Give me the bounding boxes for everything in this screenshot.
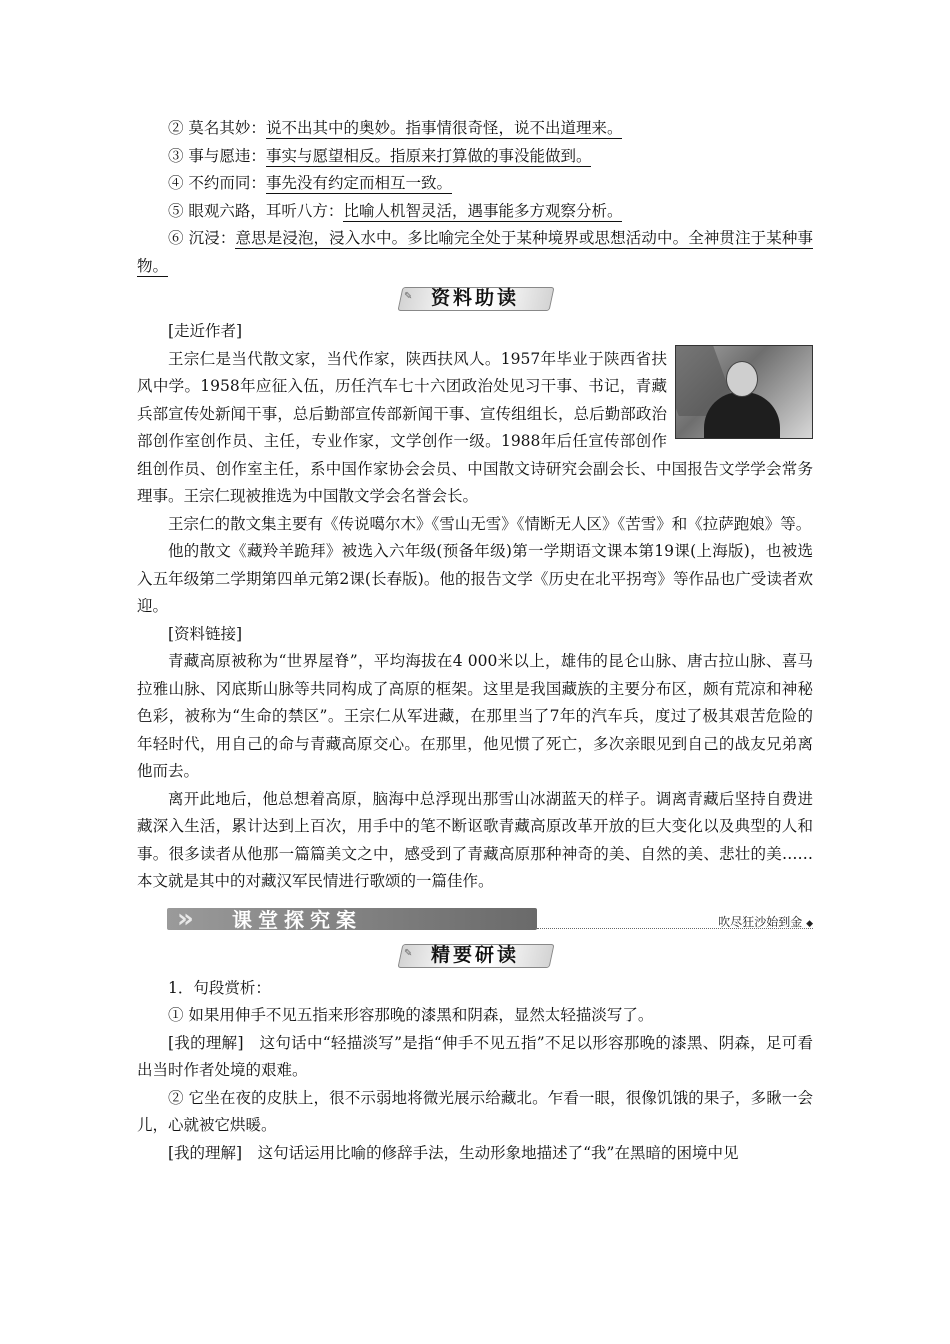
key-reading-badge: ✎ 精要研读 [137, 940, 813, 970]
vocab-item: ⑥ 沉浸：意思是浸泡，浸入水中。多比喻完全处于某种境界或思想活动中。全神贯注于某种事物。 [137, 229, 813, 275]
double-chevron-icon: » [177, 903, 188, 934]
diamond-icon: ◆ [806, 918, 813, 929]
study-heading: 1．句段赏析： [168, 978, 271, 997]
author-section-label: [走近作者] [168, 322, 243, 340]
study-sentence: ② 它坐在夜的皮肤上，很不示弱地将微光展示给藏北。乍看一眼，很像饥饿的果子，多瞅一会儿，心就被它烘暖。 [137, 1088, 813, 1134]
vocab-item: ⑤ 眼观六路，耳听八方：比喻人机智灵活，遇事能多方观察分析。 [168, 201, 623, 220]
study-understanding: [我的理解] 这句话运用比喻的修辞手法，生动形象地描述了“我”在黑暗的困境中见 [168, 1143, 739, 1162]
links-section-label: [资料链接] [168, 624, 243, 643]
banner-title: 课堂探究案 [232, 907, 362, 932]
author-photo [675, 345, 813, 439]
links-paragraph: 青藏高原被称为“世界屋脊”，平均海拔在4 000米以上，雄伟的昆仑山脉、唐古拉山脉、喜马拉雅山脉、冈底斯山脉等共同构成了高原的框架。这里是我国藏族的主要分布区，颇有荒凉和神秘色彩，被称为“生命的禁区”。王宗仁从军进藏，在那里当了7年的汽车兵，度过了极其艰苦危险的年轻时代，用自己的命与青藏高原交心。在那里，他见惯了死亡，多次亲眼见到自己的战友兄弟离他而去。 [137, 652, 813, 780]
study-understanding: [我的理解] 这句话中“轻描淡写”是指“伸手不见五指”不足以形容那晚的漆黑、阴森，足可看出当时作者处境的艰难。 [137, 1033, 813, 1079]
banner-slogan: 吹尽狂沙始到金 ◆ [718, 914, 813, 929]
vocab-item: ③ 事与愿违：事实与愿望相反。指原来打算做的事没能做到。 [168, 146, 592, 165]
links-paragraph: 离开此地后，他总想着高原，脑海中总浮现出那雪山冰湖蓝天的样子。调离青藏后坚持自费进藏深入生活，累计达到上百次，用手中的笔不断讴歌青藏高原改革开放的巨大变化以及典型的人和事。很多读者从他那一篇篇美文之中，感受到了青藏高原那种神奇的美、自然的美、悲壮的美……本文就是其中的对藏汉军民情进行歌颂的一篇佳作。 [137, 789, 813, 890]
vocab-item: ④ 不约而同：事先没有约定而相互一致。 [168, 174, 452, 192]
page-content [137, 115, 813, 1167]
classroom-banner [137, 903, 813, 934]
leaf-icon: ✎ [404, 291, 413, 302]
author-paragraph: 王宗仁的散文集主要有《传说噶尔木》《雪山无雪》《情断无人区》《苦雪》和《拉萨跑娘》等。 [168, 514, 812, 533]
vocab-item: ② 莫名其妙：说不出其中的奥妙。指事情很奇怪，说不出道理来。 [168, 119, 623, 137]
author-paragraph: 王宗仁是当代散文家，当代作家，陕西扶风人。1957年毕业于陕西省扶风中学。1958年应征入伍，历任汽车七十六团政治处见习干事、书记，青藏兵部宣传处新闻干事，总后勤部宣传部新闻干事、宣传组组长，总后勤部政治部创作室创作员、主任，专业作家，文学创作一级。1988年后任宣传部创作组创作员、创作室主任，系中国作家协会会员、中国散文诗研究会副会长、中国报告文学学会常务理事。王宗仁现被推选为中国散文学会名誉会长。 [137, 349, 813, 505]
leaf-icon: ✎ [404, 947, 413, 959]
author-paragraph: 他的散文《藏羚羊跪拜》被选入六年级(预备年级)第一学期语文课本第19课(上海版)，也被选入五年级第二学期第四单元第2课(长春版)。他的报告文学《历史在北平拐弯》等作品也广受读者欢迎。 [137, 542, 813, 615]
reading-aid-badge: ✎ 资料助读 [137, 283, 813, 313]
study-sentence: ① 如果用伸手不见五指来形容那晚的漆黑和阴森，显然太轻描淡写了。 [168, 1006, 654, 1024]
